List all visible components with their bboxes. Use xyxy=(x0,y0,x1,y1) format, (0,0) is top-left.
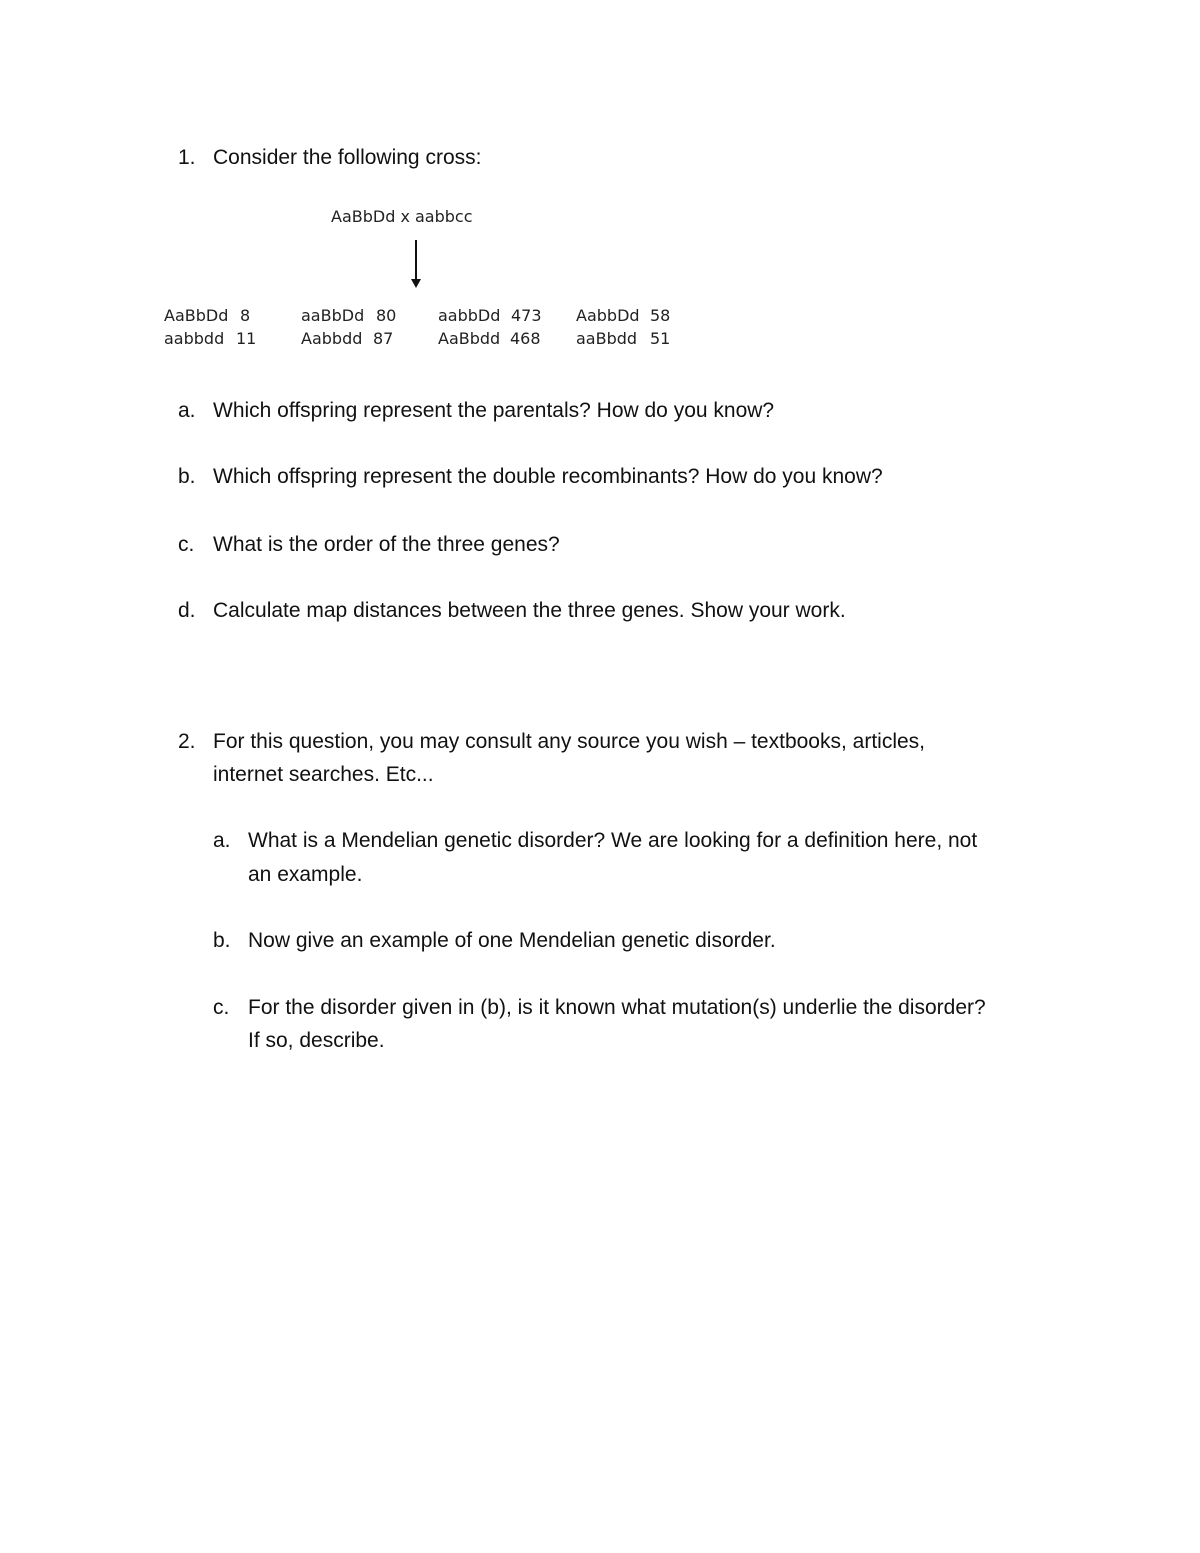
sub-question-label: a. xyxy=(178,399,196,422)
sub-question-label: c. xyxy=(178,533,195,556)
offspring-genotype: Aabbdd xyxy=(301,329,363,348)
sub-question-text: If so, describe. xyxy=(248,1029,385,1052)
sub-question-text: Calculate map distances between the three genes. Show your work. xyxy=(213,599,846,622)
offspring-count: 8 xyxy=(240,306,251,325)
question-text: internet searches. Etc... xyxy=(213,763,434,786)
offspring-genotype: aabbDd xyxy=(438,306,501,325)
offspring-count: 473 xyxy=(511,306,542,325)
offspring-genotype: aaBbDd xyxy=(301,306,365,325)
question-text: For this question, you may consult any source you wish – textbooks, articles, xyxy=(213,730,926,753)
sub-question-label: b. xyxy=(213,929,231,952)
sub-question-label: d. xyxy=(178,599,196,622)
sub-question-text: Which offspring represent the double recombinants? How do you know? xyxy=(213,465,883,488)
question-number: 1. xyxy=(178,146,196,169)
sub-question-text: What is a Mendelian genetic disorder? We are looking for a definition here, not xyxy=(248,829,978,852)
offspring-count: 58 xyxy=(650,306,671,325)
sub-question-label: c. xyxy=(213,996,230,1019)
offspring-count: 468 xyxy=(510,329,541,348)
offspring-count: 87 xyxy=(373,329,394,348)
parent-cross: AaBbDd x aabbcc xyxy=(331,207,473,226)
sub-question-text: What is the order of the three genes? xyxy=(213,533,560,556)
offspring-count: 11 xyxy=(236,329,257,348)
offspring-genotype: AaBbDd xyxy=(164,306,229,325)
offspring-count: 80 xyxy=(376,306,397,325)
sub-question-label: a. xyxy=(213,829,231,852)
sub-question-text: Which offspring represent the parentals? How do you know? xyxy=(213,399,775,422)
sub-question-text: For the disorder given in (b), is it known what mutation(s) underlie the disorder? xyxy=(248,996,986,1019)
offspring-genotype: aabbdd xyxy=(164,329,225,348)
offspring-genotype: AabbDd xyxy=(576,306,640,325)
down-arrow-icon xyxy=(406,238,426,290)
sub-question-label: b. xyxy=(178,465,196,488)
sub-question-text: Now give an example of one Mendelian genetic disorder. xyxy=(248,929,776,952)
offspring-count: 51 xyxy=(650,329,671,348)
sub-question-text: an example. xyxy=(248,863,363,886)
offspring-genotype: AaBbdd xyxy=(438,329,501,348)
question-text: Consider the following cross: xyxy=(213,146,482,169)
question-number: 2. xyxy=(178,730,196,753)
offspring-genotype: aaBbdd xyxy=(576,329,638,348)
